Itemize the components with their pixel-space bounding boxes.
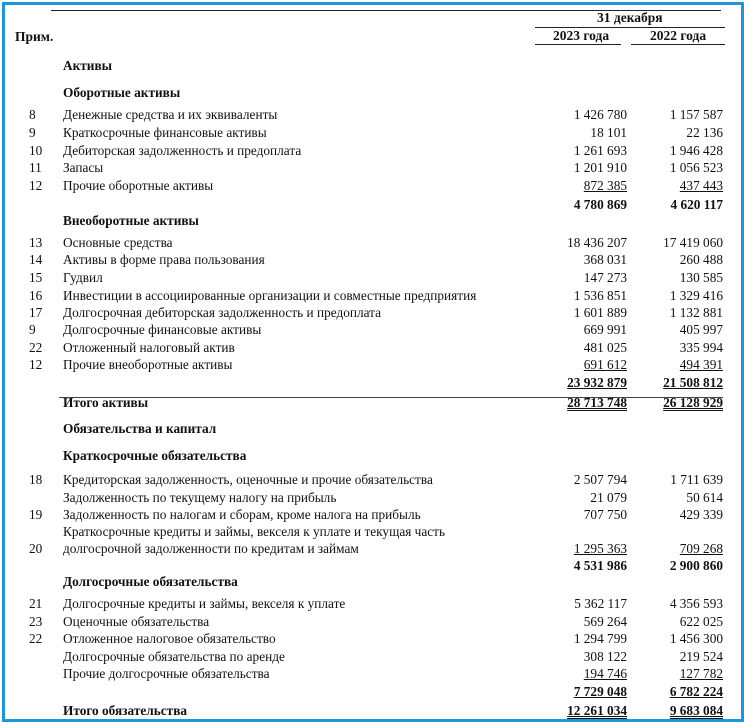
value-2023: 569 264: [583, 614, 627, 629]
line-item-row: [5, 595, 741, 612]
row-label: Итого активы: [63, 395, 149, 410]
value-2023: 23 932 879: [567, 375, 627, 390]
year-2023-rule: [535, 44, 621, 45]
value-2022: 50 614: [686, 490, 723, 505]
line-item-row: [5, 613, 741, 630]
note-number: 10: [29, 143, 43, 158]
value-2022: 1 711 639: [670, 472, 723, 487]
note-number: 12: [29, 357, 43, 372]
note-number: 22: [29, 631, 43, 646]
value-2022: 4 356 593: [669, 596, 723, 611]
row-label: Прочие долгосрочные обязательства: [63, 666, 270, 681]
section-heading: [5, 57, 741, 74]
value-2022: 17 419 060: [663, 235, 723, 250]
value-2022: 1 329 416: [669, 288, 723, 303]
value-2022: 405 997: [679, 322, 723, 337]
note-number: 23: [29, 614, 43, 629]
row-label: Активы: [63, 58, 113, 73]
line-item-row: [5, 630, 741, 647]
section-heading: [5, 447, 741, 464]
value-2022: 21 508 812: [663, 375, 723, 390]
note-number: 12: [29, 178, 43, 193]
value-2022: 429 339: [679, 507, 723, 522]
note-number: 13: [29, 235, 43, 250]
row-label: Оценочные обязательства: [63, 614, 210, 629]
value-2022: 26 128 929: [663, 395, 723, 410]
value-2023: 4 780 869: [573, 197, 627, 212]
value-2023: 1 201 910: [573, 160, 627, 175]
value-2022: 127 782: [679, 666, 723, 681]
note-column-header: Прим.: [15, 29, 54, 44]
row-label: Обязательства и капитал: [63, 421, 217, 436]
value-2023: 1 295 363: [573, 541, 627, 556]
value-2023: 1 261 693: [573, 143, 627, 158]
line-item-row: [5, 142, 741, 159]
note-number: 20: [29, 541, 43, 556]
note-number: 19: [29, 507, 43, 522]
line-item-row: [5, 234, 741, 251]
row-label: Оборотные активы: [63, 85, 181, 100]
value-2023: 21 079: [590, 490, 627, 505]
line-item-row: [5, 251, 741, 268]
value-2023: 147 273: [583, 270, 627, 285]
line-item-row: [5, 269, 741, 286]
line-item-row: [5, 540, 741, 557]
line-item-row: [5, 523, 741, 540]
value-2023: 1 536 851: [573, 288, 627, 303]
value-2022: 6 782 224: [669, 684, 723, 699]
section-heading: [5, 212, 741, 229]
statement-page: [2, 2, 744, 722]
value-2023: 4 531 986: [573, 558, 627, 573]
row-label: Внеоборотные активы: [63, 213, 199, 228]
value-2022: 335 994: [679, 340, 723, 355]
note-number: 18: [29, 472, 43, 487]
value-2022: 1 946 428: [669, 143, 723, 158]
line-item-row: [5, 506, 741, 523]
line-item-row: [5, 471, 741, 488]
value-2022: 4 620 117: [670, 197, 723, 212]
value-2023: 7 729 048: [573, 684, 627, 699]
row-label: Дебиторская задолженность и предоплата: [63, 143, 302, 158]
note-number: 11: [29, 160, 42, 175]
row-label: Инвестиции в ассоциированные организации и совместные предприятия: [63, 288, 477, 303]
row-label: Денежные средства и их эквиваленты: [63, 107, 278, 122]
row-label: Краткосрочные финансовые активы: [63, 125, 267, 140]
value-2023: 28 713 748: [567, 395, 627, 410]
value-2023: 691 612: [583, 357, 627, 372]
line-item-row: [5, 489, 741, 506]
line-item-row: [5, 106, 741, 123]
line-item-row: [5, 159, 741, 176]
note-number: 15: [29, 270, 43, 285]
row-label: Кредиторская задолженность, оценочные и прочие обязательства: [63, 472, 433, 487]
value-2022: 1 157 587: [669, 107, 723, 122]
value-2023: 872 385: [583, 178, 627, 193]
row-label: Долгосрочные кредиты и займы, векселя к уплате: [63, 596, 346, 611]
value-2022: 437 443: [679, 178, 723, 193]
value-2022: 22 136: [686, 125, 723, 140]
value-2022: 1 456 300: [669, 631, 723, 646]
subtotal-row: [5, 683, 741, 700]
value-2022: 260 488: [679, 252, 723, 267]
value-2022: 219 524: [679, 649, 723, 664]
note-number: 22: [29, 340, 43, 355]
value-2023: 368 031: [583, 252, 627, 267]
note-number: 9: [29, 322, 36, 337]
value-2023: 1 601 889: [573, 305, 627, 320]
note-number: 14: [29, 252, 43, 267]
section-heading: [5, 420, 741, 437]
section-heading: [5, 573, 741, 590]
value-2022: 622 025: [679, 614, 723, 629]
year-2023-header: 2023 года: [553, 28, 610, 43]
year-2022-rule: [631, 44, 725, 45]
year-2022-header: 2022 года: [650, 28, 707, 43]
value-2023: 669 991: [583, 322, 627, 337]
value-2023: 2 507 794: [573, 472, 627, 487]
value-2023: 12 261 034: [567, 703, 627, 718]
row-label: Долгосрочные финансовые активы: [63, 322, 262, 337]
note-number: 16: [29, 288, 43, 303]
row-label: Краткосрочные кредиты и займы, векселя к уплате и текущая часть: [63, 524, 446, 539]
line-item-row: [5, 287, 741, 304]
value-2023: 5 362 117: [574, 596, 627, 611]
row-label: Гудвил: [63, 270, 103, 285]
value-2022: 2 900 860: [669, 558, 723, 573]
line-item-row: [5, 648, 741, 665]
row-label: Долгосрочные обязательства по аренде: [63, 649, 285, 664]
grand-total-row: [5, 702, 741, 719]
line-item-row: [5, 304, 741, 321]
bottom-separator: [59, 719, 723, 720]
row-label: Запасы: [63, 160, 104, 175]
row-label: Итого обязательства: [63, 703, 188, 718]
value-2023: 481 025: [583, 340, 627, 355]
value-2022: 1 056 523: [669, 160, 723, 175]
line-item-row: [5, 665, 741, 682]
note-number: 9: [29, 125, 36, 140]
line-item-row: [5, 321, 741, 338]
row-label: Краткосрочные обязательства: [63, 448, 247, 463]
line-item-row: [5, 339, 741, 356]
section-heading: [5, 84, 741, 101]
note-number: 17: [29, 305, 43, 320]
grand-total-row: [5, 394, 741, 411]
row-label: долгосрочной задолженности по кредитам и займам: [63, 541, 359, 556]
row-label: Прочие оборотные активы: [63, 178, 214, 193]
value-2022: 1 132 881: [669, 305, 723, 320]
line-item-row: [5, 177, 741, 194]
value-2023: 18 101: [590, 125, 627, 140]
value-2023: 1 294 799: [573, 631, 627, 646]
row-label: Долгосрочная дебиторская задолженность и предоплата: [63, 305, 382, 320]
line-item-row: [5, 124, 741, 141]
value-2023: 707 750: [583, 507, 627, 522]
row-label: Основные средства: [63, 235, 173, 250]
row-label: Долгосрочные обязательства: [63, 574, 238, 589]
subtotal-row: [5, 196, 741, 213]
subtotal-row: [5, 557, 741, 574]
value-2023: 18 436 207: [567, 235, 627, 250]
note-number: 8: [29, 107, 36, 122]
value-2022: 709 268: [679, 541, 723, 556]
note-number: 21: [29, 596, 43, 611]
value-2023: 1 426 780: [573, 107, 627, 122]
date-header: 31 декабря: [597, 10, 663, 25]
value-2022: 9 683 084: [669, 703, 723, 718]
row-label: Отложенный налоговый актив: [63, 340, 235, 355]
value-2023: 308 122: [583, 649, 627, 664]
row-label: Активы в форме права пользования: [63, 252, 265, 267]
row-label: Отложенное налоговое обязательство: [63, 631, 276, 646]
row-label: Прочие внеоборотные активы: [63, 357, 233, 372]
subtotal-row: [5, 374, 741, 391]
value-2022: 130 585: [679, 270, 723, 285]
value-2022: 494 391: [679, 357, 723, 372]
row-label: Задолженность по налогам и сборам, кроме налога на прибыль: [63, 507, 421, 522]
row-label: Задолженность по текущему налогу на прибыль: [63, 490, 337, 505]
line-item-row: [5, 356, 741, 373]
value-2023: 194 746: [583, 666, 627, 681]
